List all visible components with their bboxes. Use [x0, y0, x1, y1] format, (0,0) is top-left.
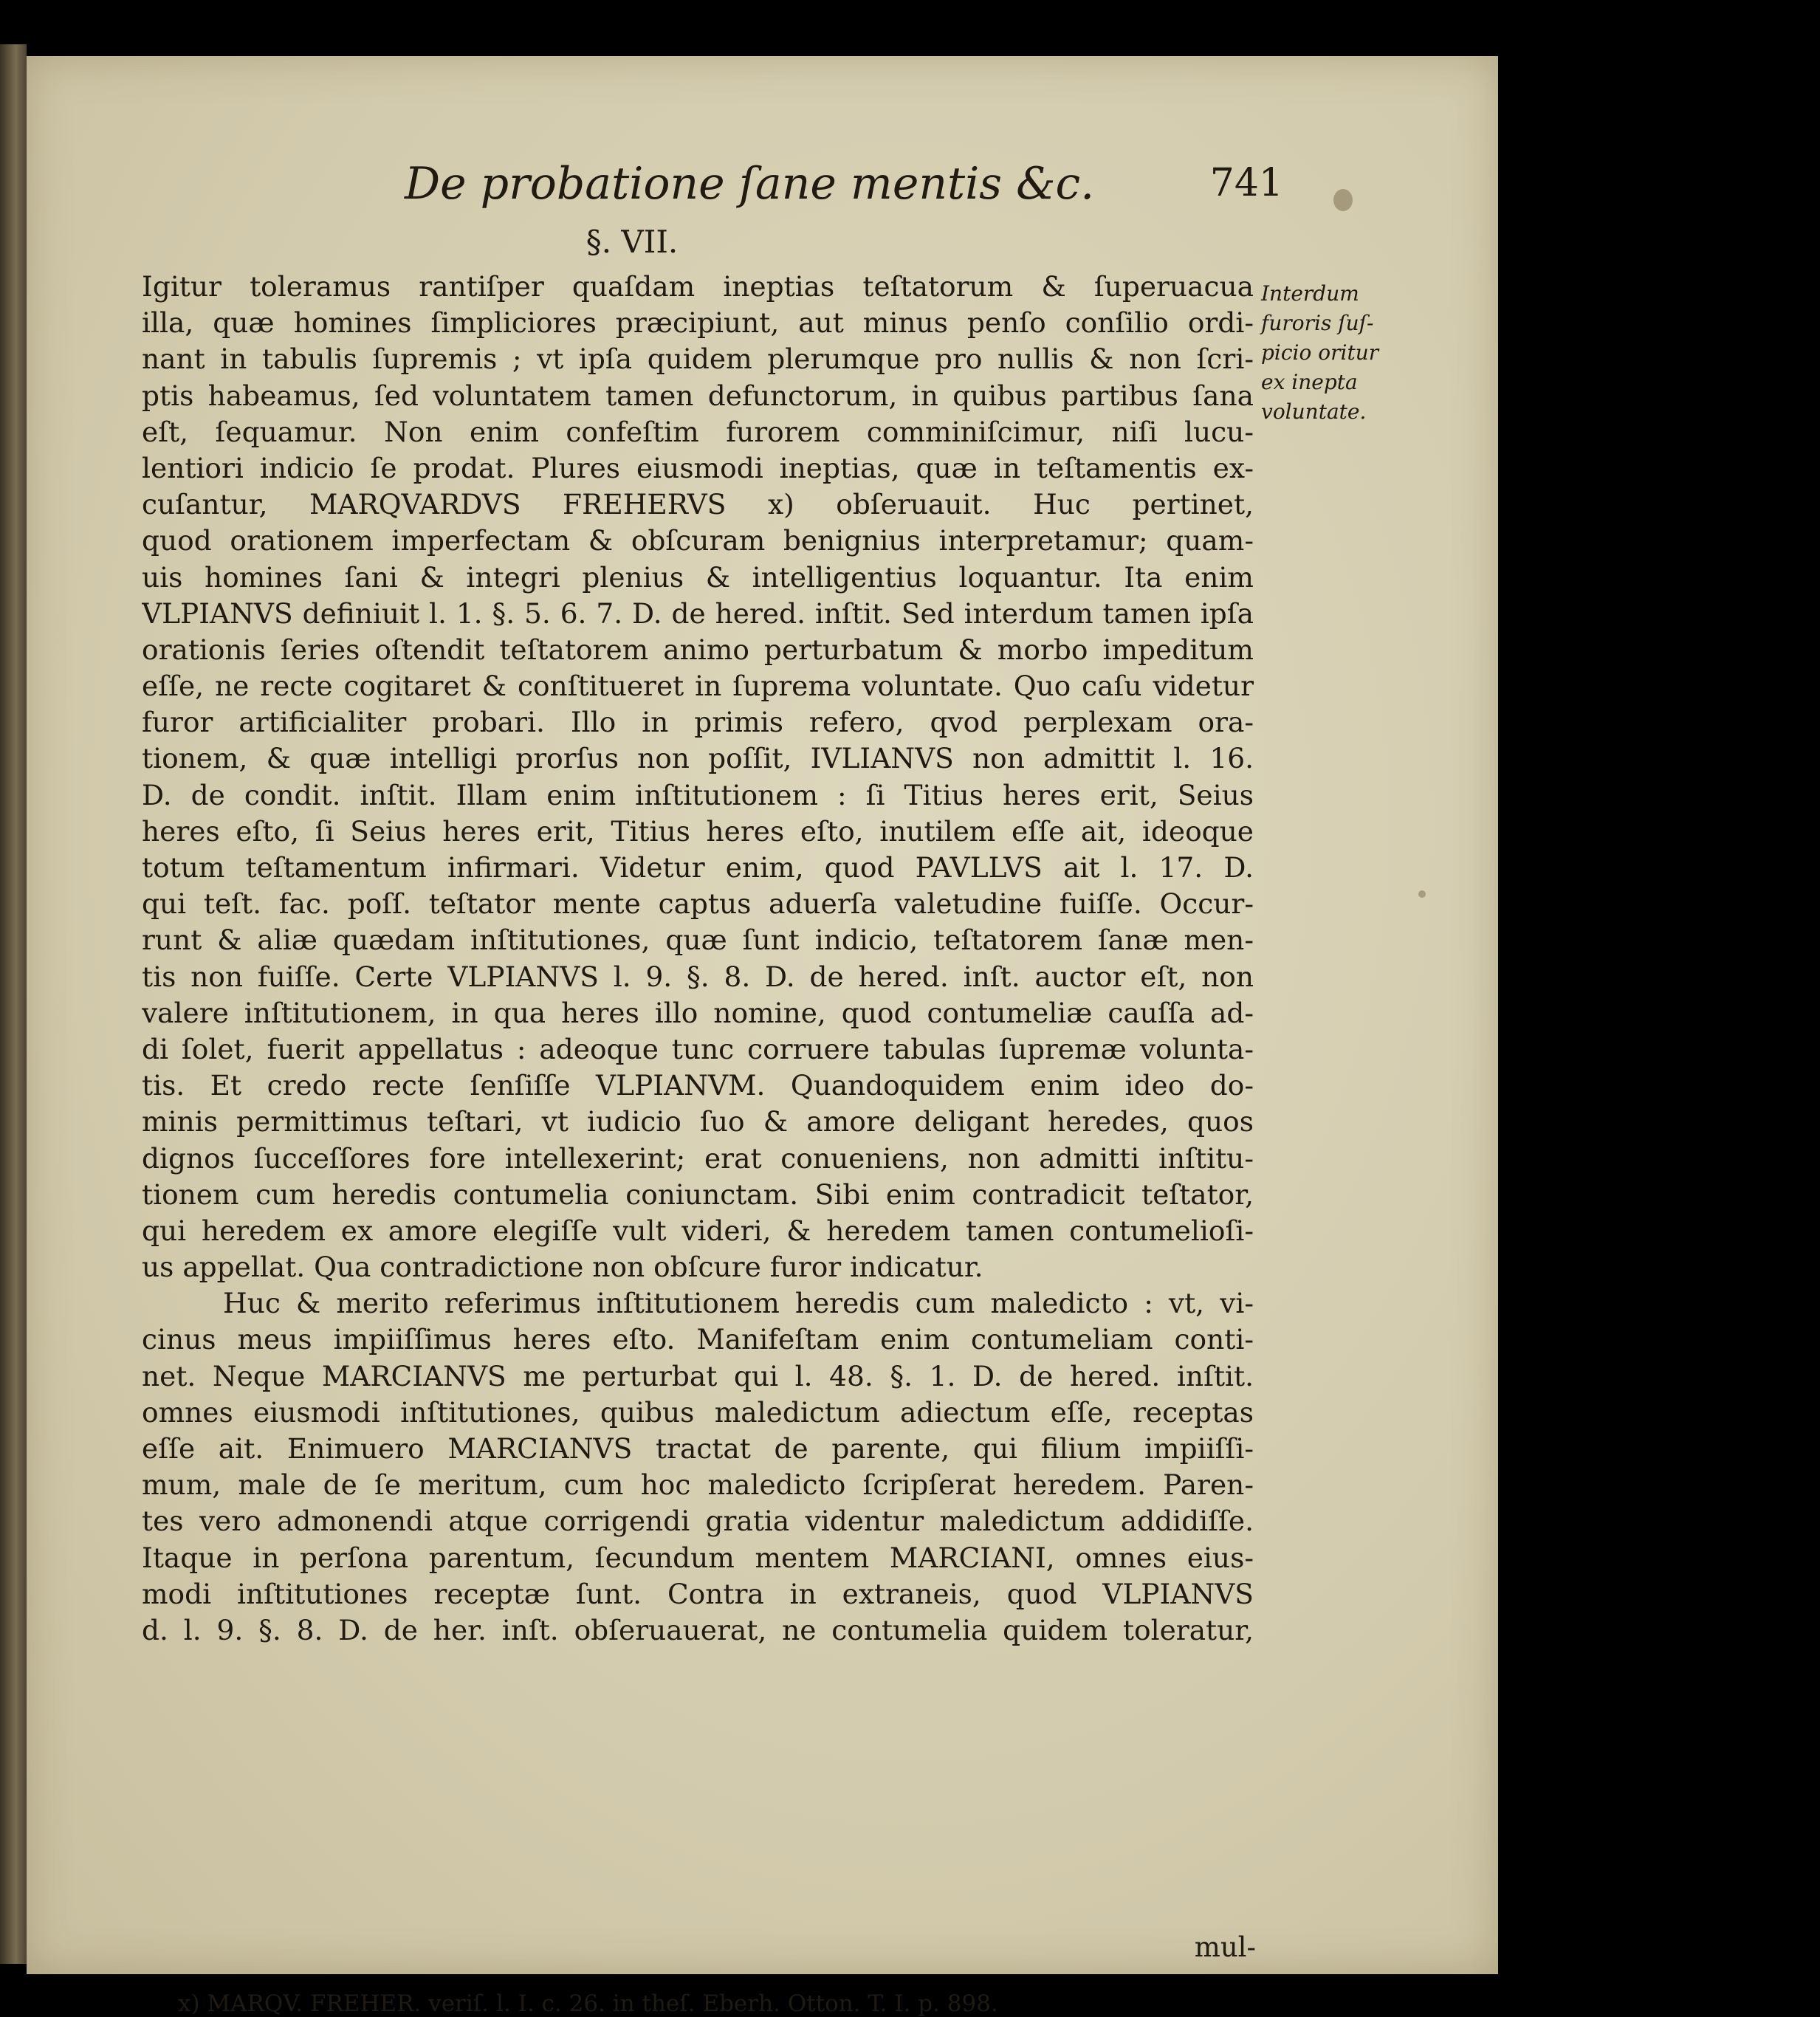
footnote: x) MARQV. FREHER. veriſ. l. I. c. 26. in theſ. Eberh. Otton. T. I. p. 898.	[178, 1990, 998, 2017]
marginal-note-line: ex inepta	[1261, 370, 1358, 394]
text-line: eſt, ſequamur. Non enim confeſtim furorem comminiſcimur, niſi lucu-	[142, 415, 1254, 448]
text-line: di ſolet, fuerit appellatus : adeoque tunc corruere tabulas ſupremæ volunta-	[142, 1032, 1254, 1065]
text-line: tis non fuiſſe. Certe VLPIANVS l. 9. §. 8. D. de hered. inſt. auctor eſt, non	[142, 960, 1254, 993]
text-line: net. Neque MARCIANVS me perturbat qui l. 48. §. 1. D. de hered. inſtit.	[142, 1359, 1254, 1392]
text-line: uis homines ſani & integri plenius & intelligentius loquantur. Ita enim	[142, 560, 1254, 594]
section-heading: §. VII.	[586, 224, 679, 260]
book-page	[27, 56, 1498, 2017]
text-line: D. de condit. inſtit. Illam enim inſtitutionem : ſi Titius heres erit, Seius	[142, 778, 1254, 811]
text-line: illa, quæ homines ſimpliciores præcipiunt, aut minus penſo conſilio ordi-	[142, 306, 1254, 340]
text-line: eſſe, ne recte cogitaret & conſtitueret in ſuprema voluntate. Quo caſu videtur	[142, 670, 1254, 703]
running-title: De probatione ſane mentis &c.	[405, 158, 1095, 210]
marginal-note-line: voluntate.	[1261, 399, 1367, 424]
body-text	[142, 269, 1254, 1649]
text-line: cinus meus impiiſſimus heres eſto. Manifeſtam enim contumeliam conti-	[142, 1323, 1254, 1356]
text-line: modi inſtitutiones receptæ ſunt. Contra in extraneis, quod VLPIANVS	[142, 1577, 1254, 1610]
page-number: 741	[1209, 161, 1283, 205]
text-line: quod orationem imperfectam & obſcuram benignius interpretamur; quam-	[142, 524, 1254, 557]
foxing-spot	[1418, 890, 1426, 898]
catchword: mul-	[1194, 1931, 1256, 1963]
text-line: us appellat. Qua contradictione non obſcure furor indicatur.	[142, 1251, 983, 1284]
text-line: valere inſtitutionem, in qua heres illo nomine, quod contumeliæ cauſſa ad-	[142, 996, 1254, 1029]
text-line: ptis habeamus, ſed voluntatem tamen defunctorum, in quibus partibus ſana	[142, 379, 1254, 412]
text-line: nant in tabulis ſupremis ; vt ipſa quidem plerumque pro nullis & non ſcri-	[142, 343, 1254, 376]
text-line: Igitur toleramus rantiſper quaſdam ineptias teſtatorum & ſuperuacua	[142, 270, 1254, 303]
text-line: furor artificialiter probari. Illo in primis refero, qvod perplexam ora-	[142, 706, 1254, 739]
text-line: tis. Et credo recte ſenſiſſe VLPIANVM. Quandoquidem enim ideo do-	[142, 1069, 1254, 1102]
text-line: VLPIANVS definiuit l. 1. §. 5. 6. 7. D. de hered. inſtit. Sed interdum tamen ipſa	[142, 597, 1254, 630]
text-line: heres eſto, ſi Seius heres erit, Titius heres eſto, inutilem eſſe ait, ideoque	[142, 814, 1254, 848]
text-line: tionem cum heredis contumelia coniunctam. Sibi enim contradicit teſtator,	[142, 1178, 1254, 1211]
text-line: omnes eiusmodi inſtitutiones, quibus maledictum adiectum eſſe, receptas	[142, 1395, 1254, 1429]
marginal-note-line: furoris ſuſ-	[1261, 311, 1374, 335]
text-line: minis permittimus teſtari, vt iudicio ſuo & amore deligant heredes, quos	[142, 1105, 1254, 1138]
text-line: eſſe ait. Enimuero MARCIANVS tractat de parente, qui filium impiiſſi-	[142, 1432, 1254, 1465]
book-gutter	[0, 44, 27, 1964]
text-line: tes vero admonendi atque corrigendi gratia videntur maledictum addidiſſe.	[142, 1505, 1254, 1538]
text-line: totum teſtamentum infirmari. Videtur enim, quod PAVLLVS ait l. 17. D.	[142, 851, 1254, 884]
foxing-spot	[1333, 189, 1353, 211]
text-line: tionem, & quæ intelligi prorſus non poſſit, IVLIANVS non admittit l. 16.	[142, 742, 1254, 775]
marginal-note-line: Interdum	[1261, 281, 1359, 306]
marginal-note	[1261, 279, 1431, 427]
text-line: d. l. 9. §. 8. D. de her. inſt. obſeruauerat, ne contumelia quidem toleratur,	[142, 1613, 1254, 1646]
page-content	[27, 56, 1498, 2017]
text-line: mum, male de ſe meritum, cum hoc maledicto ſcripſerat heredem. Paren-	[142, 1468, 1254, 1502]
text-line: Itaque in perſona parentum, ſecundum mentem MARCIANI, omnes eius-	[142, 1541, 1254, 1574]
text-line: orationis ſeries oſtendit teſtatorem animo perturbatum & morbo impeditum	[142, 633, 1254, 666]
text-line: runt & aliæ quædam inſtitutiones, quæ ſunt indicio, teſtatorem ſanæ men-	[142, 924, 1254, 957]
text-line: qui teſt. fac. poſſ. teſtator mente captus aduerſa valetudine fuiſſe. Occur-	[142, 887, 1254, 921]
marginal-note-line: picio oritur	[1261, 340, 1379, 365]
text-line: qui heredem ex amore elegiſſe vult videri, & heredem tamen contumelioſi-	[142, 1214, 1254, 1247]
text-line: lentiori indicio ſe prodat. Plures eiusmodi ineptias, quæ in teſtamentis ex-	[142, 451, 1254, 484]
running-head	[405, 158, 1283, 232]
text-line: cuſantur, MARQVARDVS FREHERVS x) obſeruauit. Huc pertinet,	[142, 488, 1254, 521]
text-line: Huc & merito referimus inſtitutionem heredis cum maledicto : vt, vi-	[223, 1287, 1254, 1320]
text-line: dignos ſucceſſores fore intellexerint; erat conueniens, non admitti inſtitu-	[142, 1141, 1254, 1175]
